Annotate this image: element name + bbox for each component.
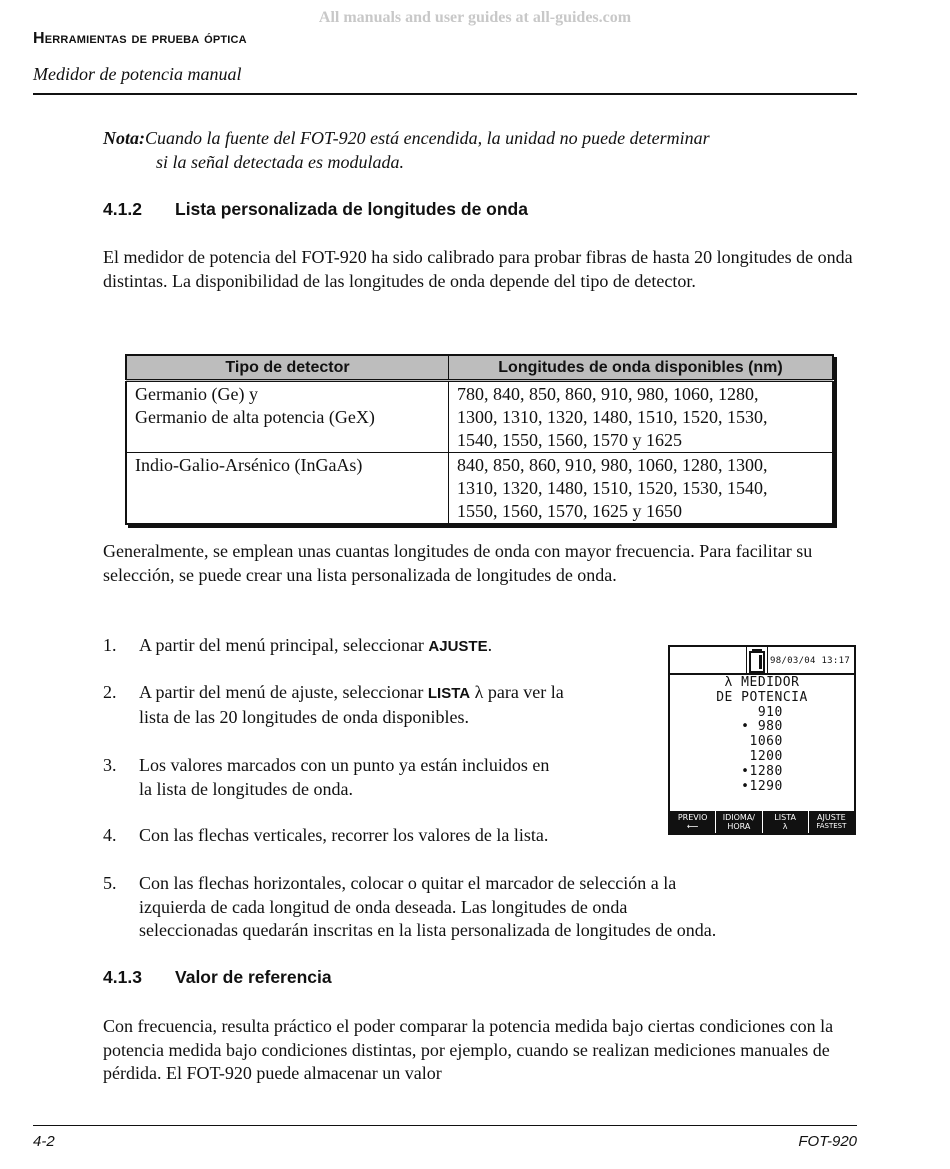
section-number: 4.1.2 — [103, 199, 142, 219]
wavelength-text: 840, 850, 860, 910, 980, 1060, 1280, 1300, — [457, 455, 768, 475]
softkey-idioma-hora — [715, 811, 761, 833]
note-line-2: si la señal detectada es modulada. — [156, 151, 404, 172]
softkey-label: FASTEST — [816, 822, 847, 830]
softkey-label: HORA — [727, 822, 751, 831]
step-text-part: A partir del menú de ajuste, seleccionar — [139, 682, 428, 702]
menu-keyword-ajuste: AJUSTE — [428, 638, 488, 655]
table-cell-detector — [126, 381, 449, 453]
note-label: Nota: — [103, 128, 145, 148]
header-rule — [33, 93, 857, 95]
detector-wavelength-table — [125, 354, 834, 525]
step-text — [139, 872, 716, 943]
device-date-time: 98/03/04 13:17 — [770, 656, 851, 666]
lambda-icon: λ — [782, 822, 788, 831]
product-name: FOT-920 — [798, 1133, 857, 1150]
table-cell-wavelengths — [449, 381, 834, 453]
column-header-detector: Tipo de detector — [126, 355, 449, 381]
step-text-part: λ para ver la — [470, 682, 564, 702]
watermark: All manuals and user guides at all-guides.com — [318, 9, 632, 26]
softkey-label: LISTA — [774, 813, 796, 822]
column-header-wavelengths: Longitudes de onda disponibles (nm) — [449, 355, 834, 381]
section-title: Lista personalizada de longitudes de onda — [175, 199, 528, 219]
menu-keyword-lista: LISTA — [427, 685, 471, 702]
paragraph-calibration: El medidor de potencia del FOT-920 ha sido calibrado para probar fibras de hasta 20 longitudes de onda distintas. La disponibilidad de las longitudes de onda depende del tipo de detector. — [103, 247, 853, 291]
device-status-bar — [670, 647, 854, 675]
step-number: 2. — [103, 682, 117, 702]
step-text-part: lista de las 20 longitudes de onda disponibles. — [139, 706, 469, 727]
table-header-row — [126, 355, 833, 381]
table-cell-wavelengths — [449, 453, 834, 525]
paragraph-custom-list: Generalmente, se emplean unas cuantas longitudes de onda con mayor frecuencia. Para facilitar su selección, se puede crear una lista personalizada de longitudes de onda. — [103, 541, 813, 585]
softkey-previo — [670, 811, 715, 833]
table-cell-detector — [126, 453, 449, 525]
battery-icon — [746, 647, 768, 673]
softkey-label: IDIOMA/ — [722, 813, 755, 822]
footer-rule — [33, 1125, 857, 1126]
wavelength-text: 1540, 1550, 1560, 1570 y 1625 — [457, 430, 682, 450]
step-text — [139, 754, 549, 801]
step-text: Con las flechas verticales, recorrer los valores de la lista. — [139, 825, 549, 845]
softkey-label: PREVIO — [677, 813, 708, 822]
step-text-part: izquierda de cada longitud de onda deseada. Las longitudes de onda — [139, 896, 628, 917]
step-text — [139, 681, 564, 729]
arrow-left-icon: ⟵ — [686, 822, 699, 831]
step-text-part: . — [487, 635, 493, 655]
step-text-part: la lista de longitudes de onda. — [139, 778, 353, 799]
section-number: 4.1.3 — [103, 967, 142, 987]
device-line: • 980 — [741, 719, 783, 735]
softkey-lista — [762, 811, 808, 833]
step-number: 4. — [103, 825, 117, 845]
device-softkeys — [670, 811, 854, 833]
section-title: Valor de referencia — [175, 967, 332, 987]
detector-text: Germanio de alta potencia (GeX) — [135, 407, 375, 427]
device-line: 1200 — [741, 748, 783, 764]
wavelength-text: 1310, 1320, 1480, 1510, 1520, 1530, 1540, — [457, 478, 768, 498]
device-line: •1280 — [741, 763, 783, 779]
page-number: 4-2 — [33, 1133, 55, 1150]
step-text — [139, 634, 492, 659]
device-line: λ MEDIDOR — [724, 675, 800, 690]
device-wavelength-list — [670, 676, 854, 794]
device-line: 910 — [741, 704, 783, 720]
running-header-section: Herramientas de prueba óptica — [33, 30, 247, 47]
section-heading-412 — [103, 199, 528, 220]
device-line: DE POTENCIA — [716, 689, 808, 705]
step-number: 1. — [103, 635, 117, 655]
running-header-subtitle: Medidor de potencia manual — [33, 64, 242, 84]
step-number: 3. — [103, 755, 117, 775]
wavelength-text: 780, 840, 850, 860, 910, 980, 1060, 1280, — [457, 384, 759, 404]
note-block — [103, 127, 863, 174]
table-row — [126, 453, 833, 525]
step-text-part: A partir del menú principal, seleccionar — [139, 635, 429, 655]
wavelength-text: 1300, 1310, 1320, 1480, 1510, 1520, 1530, — [457, 407, 768, 427]
device-screen-illustration — [668, 645, 856, 835]
note-line-1: Cuando la fuente del FOT-920 está encendida, la unidad no puede determinar — [145, 128, 710, 148]
wavelength-text: 1550, 1560, 1570, 1625 y 1650 — [457, 501, 682, 521]
device-line: •1290 — [741, 778, 783, 794]
detector-text: Germanio (Ge) y — [135, 384, 258, 404]
paragraph-reference-value: Con frecuencia, resulta práctico el poder comparar la potencia medida bajo ciertas condiciones con la potencia medida bajo condiciones distintas, por ejemplo, cuando se realizan mediciones manuales de pérdida. El FOT-920 puede almacenar un valor — [103, 1016, 834, 1083]
device-line: 1060 — [741, 734, 783, 750]
softkey-label: AJUSTE — [817, 813, 846, 822]
step-text-part: seleccionadas quedarán inscritas en la lista personalizada de longitudes de onda. — [139, 920, 717, 940]
step-text-part: Los valores marcados con un punto ya están incluidos en — [139, 755, 550, 775]
table-row — [126, 381, 833, 453]
detector-text: Indio-Galio-Arsénico (InGaAs) — [135, 455, 363, 475]
step-number: 5. — [103, 873, 117, 893]
section-heading-413 — [103, 967, 332, 988]
softkey-ajuste — [808, 811, 854, 833]
step-text-part: Con las flechas horizontales, colocar o quitar el marcador de selección a la — [139, 873, 677, 893]
